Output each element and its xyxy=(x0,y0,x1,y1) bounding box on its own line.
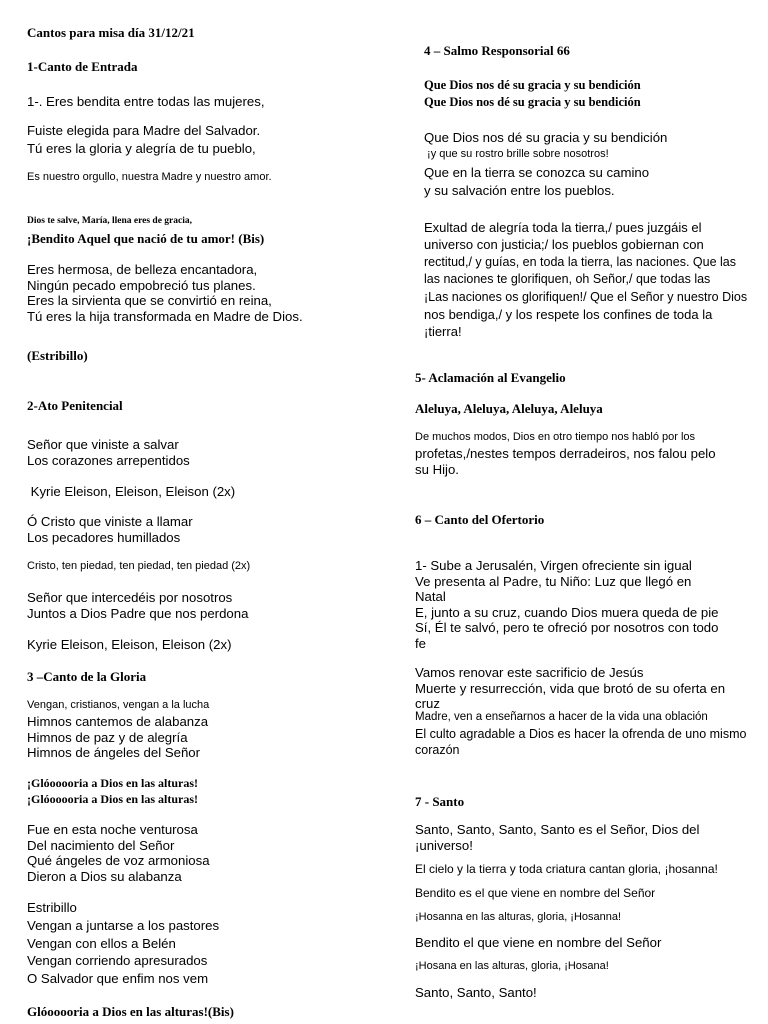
text-line: Dieron a Dios su alabanza xyxy=(27,868,182,884)
text-line: Del nacimiento del Señor xyxy=(27,837,175,853)
text-line: y su salvación entre los pueblos. xyxy=(424,183,615,198)
text-line: Cristo, ten piedad, ten piedad, ten piedad (2x) xyxy=(27,560,251,572)
heading-aclamacion: 5- Aclamación al Evangelio xyxy=(415,370,566,385)
verse-block xyxy=(415,726,746,758)
text-line: Ve presenta al Padre, tu Niño: Luz que llegó en xyxy=(415,573,692,589)
text-line: Qué ángeles de voz armoniosa xyxy=(27,853,210,869)
verse-block xyxy=(415,665,725,712)
refrain-line: Que Dios nos dé su gracia y su bendición xyxy=(424,95,641,109)
text-line: Eres hermosa, de belleza encantadora, xyxy=(27,262,258,277)
text-line: El culto agradable a Dios es hacer la ofrenda de uno mismo xyxy=(415,727,747,741)
text-line: Eres la sirvienta que se convirtió en reina, xyxy=(27,293,272,309)
text-line: Es nuestro orgullo, nuestra Madre y nuestro amor. xyxy=(27,171,272,183)
aleluya-line: Aleluya, Aleluya, Aleluya, Aleluya xyxy=(415,401,603,416)
text-line: ¡Hosanna en las alturas, gloria, ¡Hosanna! xyxy=(415,911,622,923)
text-line: Los pecadores humillados xyxy=(27,529,181,545)
document-title: Cantos para misa día 31/12/21 xyxy=(27,25,195,40)
text-line: Vengan corriendo apresurados xyxy=(27,953,208,969)
text-line: 1-. Eres bendita entre todas las mujeres, xyxy=(27,94,265,109)
verse-block xyxy=(27,514,193,545)
text-line: Los corazones arrepentidos xyxy=(27,452,190,468)
text-line: nos bendiga,/ y los respete los confines de toda la xyxy=(424,307,713,323)
refrain-line: ¡Bendito Aquel que nació de tu amor! (Bis) xyxy=(27,231,265,246)
text-line: profetas,/nestes tempos derradeiros, nos falou pelo xyxy=(415,446,716,461)
text-line: Que en la tierra se conozca su camino xyxy=(424,165,650,180)
text-line: Vengan a juntarse a los pastores xyxy=(27,917,220,933)
estribillo-label: (Estribillo) xyxy=(27,348,88,363)
text-line: Señor que viniste a salvar xyxy=(27,437,179,452)
verse-block xyxy=(415,446,716,477)
refrain-block xyxy=(27,775,198,807)
text-line: 1- Sube a Jerusalén, Virgen ofreciente sin igual xyxy=(415,558,692,573)
text-line: O Salvador que enfim nos vem xyxy=(27,971,209,987)
paragraph xyxy=(424,219,747,341)
text-line: Señor que intercedéis por nosotros xyxy=(27,590,233,605)
verse-block xyxy=(27,590,248,621)
text-line: Himnos de paz y de alegría xyxy=(27,729,188,745)
text-line: fe xyxy=(415,635,426,651)
text-line: De muchos modos, Dios en otro tiempo nos habló por los xyxy=(415,431,696,443)
text-line: cruz xyxy=(415,696,440,712)
verse-block xyxy=(27,714,208,761)
text-line: las naciones te glorifiquen, oh Señor,/ que todas las xyxy=(424,272,711,287)
text-line: Ningún pecado empobreció tus planes. xyxy=(27,277,256,293)
text-line: Vengan, cristianos, vengan a la lucha xyxy=(27,699,210,711)
refrain-line: ¡Glóooooria a Dios en las alturas! xyxy=(27,792,198,806)
text-line: Kyrie Eleison, Eleison, Eleison (2x) xyxy=(27,637,232,652)
text-line: Estribillo xyxy=(27,900,77,915)
refrain-block xyxy=(424,77,641,111)
text-line: Natal xyxy=(415,589,446,605)
text-line-bold-small: Dios te salve, María, llena eres de gracia, xyxy=(27,216,192,226)
text-line: Que Dios nos dé su gracia y su bendición xyxy=(424,130,668,145)
verse-block xyxy=(27,899,219,988)
text-line: El cielo y la tierra y toda criatura cantan gloria, ¡hosanna! xyxy=(415,862,718,876)
refrain-line: Que Dios nos dé su gracia y su bendición xyxy=(424,78,641,92)
text-line: Fuiste elegida para Madre del Salvador. xyxy=(27,123,261,138)
refrain-line: ¡Glóooooria a Dios en las alturas! xyxy=(27,776,198,790)
text-line: ¡tierra! xyxy=(424,324,462,340)
text-line: su Hijo. xyxy=(415,461,459,477)
verse-block xyxy=(415,822,699,853)
text-line: ¡Las naciones os glorifiquen!/ Que el Señor y nuestro Dios xyxy=(424,289,748,304)
text-line: Sí, Él te salvó, pero te ofreció por nosotros con todo xyxy=(415,620,719,636)
text-line: Juntos a Dios Padre que nos perdona xyxy=(27,605,249,621)
text-line: rectitud,/ y guías, en toda la tierra, las naciones. Que las xyxy=(424,254,736,269)
heading-canto-gloria: 3 –Canto de la Gloria xyxy=(27,669,147,684)
text-line: Fue en esta noche venturosa xyxy=(27,822,198,837)
heading-santo: 7 - Santo xyxy=(415,794,465,809)
heading-salmo-responsorial: 4 – Salmo Responsorial 66 xyxy=(424,43,570,58)
text-line: Tú eres la gloria y alegría de tu pueblo, xyxy=(27,141,256,156)
text-line: Kyrie Eleison, Eleison, Eleison (2x) xyxy=(27,484,236,499)
verse-block xyxy=(27,822,210,884)
text-line: Himnos de ángeles del Señor xyxy=(27,745,201,761)
text-line: ¡universo! xyxy=(415,837,473,853)
text-line: Vamos renovar este sacrificio de Jesús xyxy=(415,665,644,680)
text-line: Bendito es el que viene en nombre del Señor xyxy=(415,886,656,900)
text-line: Muerte y resurrección, vida que brotó de su oferta en xyxy=(415,680,726,696)
text-line: Bendito el que viene en nombre del Señor xyxy=(415,935,662,950)
heading-ato-penitencial: 2-Ato Penitencial xyxy=(27,398,123,413)
heading-canto-ofertorio: 6 – Canto del Ofertorio xyxy=(415,512,545,527)
text-line: corazón xyxy=(415,743,460,757)
text-line: Madre, ven a enseñarnos a hacer de la vida una oblación xyxy=(415,711,708,723)
text-line: universo con justicia;/ los pueblos gobiernan con xyxy=(424,237,704,253)
text-line: Exultad de alegría toda la tierra,/ pues juzgáis el xyxy=(424,220,702,235)
verse-block xyxy=(415,558,719,652)
verse-block xyxy=(27,437,190,468)
text-line: Himnos cantemos de alabanza xyxy=(27,714,209,729)
text-line: E, junto a su cruz, cuando Dios muera queda de pie xyxy=(415,604,719,620)
text-line: ¡Hosana en las alturas, gloria, ¡Hosana! xyxy=(415,960,609,972)
text-line: Santo, Santo, Santo! xyxy=(415,985,537,1000)
text-line: ¡y que su rostro brille sobre nosotros! xyxy=(424,148,609,160)
verse-block xyxy=(27,262,303,324)
text-line: Vengan con ellos a Belén xyxy=(27,935,176,951)
text-line: Santo, Santo, Santo, Santo es el Señor, Dios del xyxy=(415,822,700,837)
refrain-line: Glóooooria a Dios en las alturas!(Bis) xyxy=(27,1004,234,1019)
heading-canto-entrada: 1-Canto de Entrada xyxy=(27,59,138,74)
text-line: Ó Cristo que viniste a llamar xyxy=(27,514,193,529)
text-line: Tú eres la hija transformada en Madre de Dios. xyxy=(27,308,303,324)
